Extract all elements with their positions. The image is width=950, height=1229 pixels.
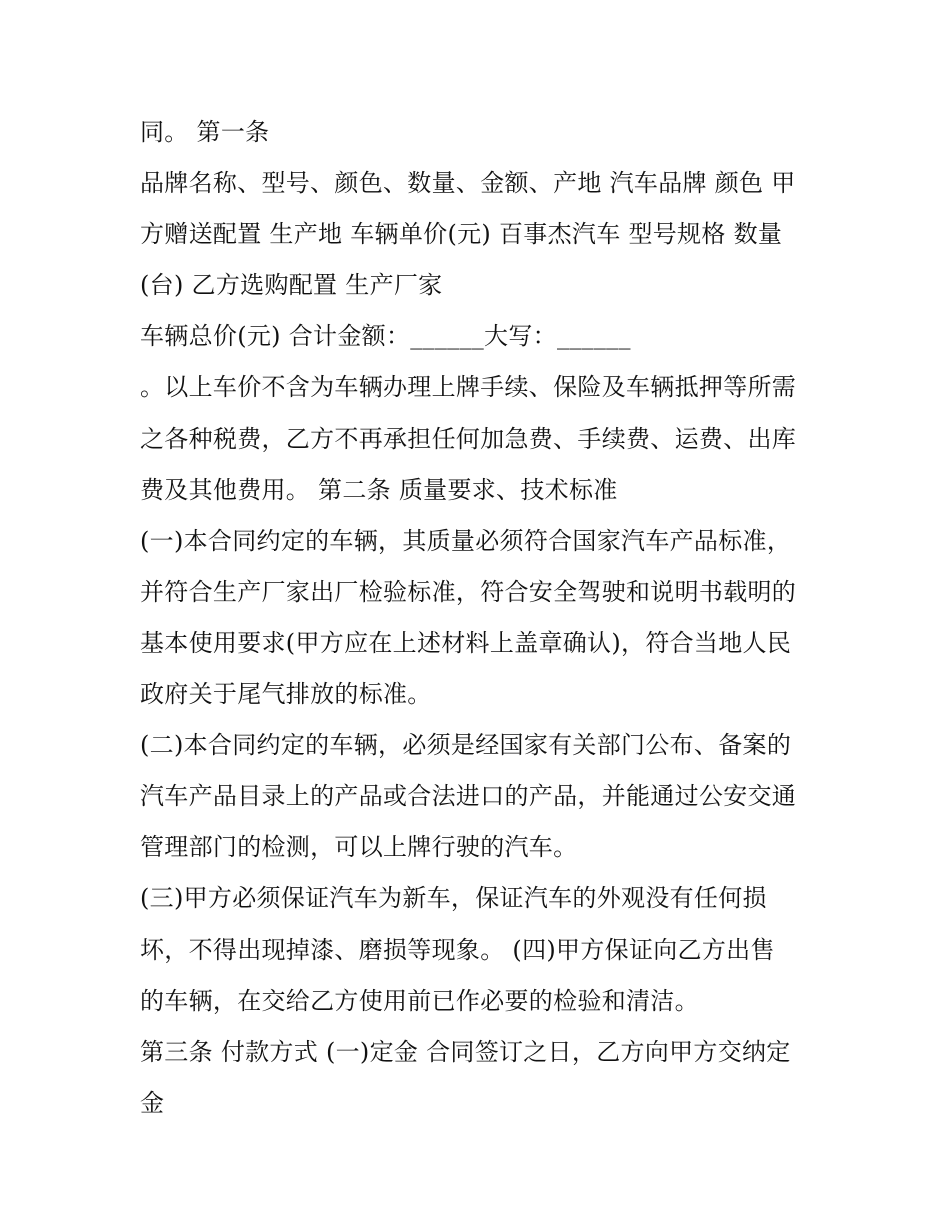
text-line: (一)本合同约定的车辆，其质量必须符合国家汽车产品标准， [140, 526, 792, 555]
text-line: 金 [140, 1088, 165, 1117]
text-line: 费及其他费用。 第二条 质量要求、技术标准 [140, 475, 618, 504]
text-line: 方赠送配置 生产地 车辆单价(元) 百事杰汽车 型号规格 数量 [140, 220, 783, 249]
text-line: 。以上车价不含为车辆办理上牌手续、保险及车辆抵押等所需 [140, 373, 797, 402]
text-line: 管理部门的检测，可以上牌行驶的汽车。 [140, 833, 578, 862]
text-line: 的车辆，在交给乙方使用前已作必要的检验和清洁。 [140, 986, 699, 1015]
text-line: (台) 乙方选购配置 生产厂家 [140, 271, 443, 300]
document-body [140, 107, 820, 1129]
text-line: 同。 第一条 [140, 118, 270, 146]
text-line: 品牌名称、型号、颜色、数量、金额、产地 汽车品牌 颜色 甲 [140, 169, 796, 198]
text-line: (二)本合同约定的车辆，必须是经国家有关部门公布、备案的 [140, 731, 792, 760]
text-line: 第三条 付款方式 (一)定金 合同签订之日，乙方向甲方交纳定 [140, 1037, 791, 1066]
text-line: 车辆总价(元) 合计金额：______大写：______ [140, 322, 631, 351]
text-line: 并符合生产厂家出厂检验标准，符合安全驾驶和说明书载明的 [140, 577, 797, 606]
text-line: 坏，不得出现掉漆、磨损等现象。 (四)甲方保证向乙方出售 [140, 935, 775, 964]
text-line: (三)甲方必须保证汽车为新车，保证汽车的外观没有任何损 [140, 884, 767, 913]
text-line: 之各种税费，乙方不再承担任何加急费、手续费、运费、出库 [140, 424, 797, 453]
text-line: 汽车产品目录上的产品或合法进口的产品，并能通过公安交通 [140, 782, 797, 811]
text-line: 政府关于尾气排放的标准。 [140, 680, 432, 709]
text-line: 基本使用要求(甲方应在上述材料上盖章确认)，符合当地人民 [140, 628, 792, 657]
